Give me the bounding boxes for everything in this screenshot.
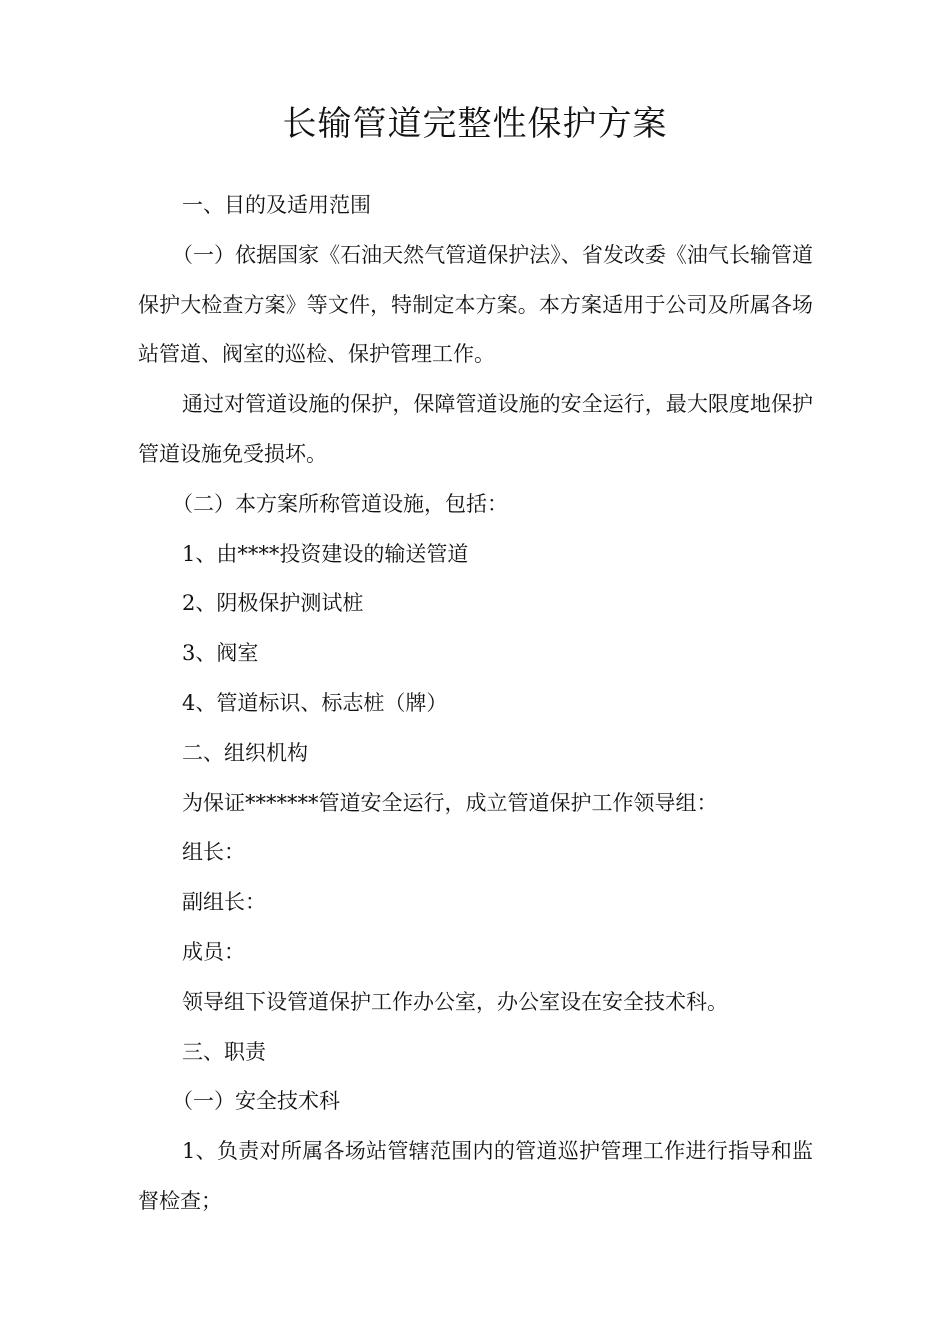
field-members: 成员： (182, 939, 245, 964)
paragraph-protection-goal: 通过对管道设施的保护，保障管道设施的安全运行，最大限度地保护管道设施免受损坏。 (138, 392, 813, 466)
paragraph-office: 领导组下设管道保护工作办公室，办公室设在安全技术科。 (182, 989, 728, 1014)
field-group-leader: 组长： (182, 840, 245, 865)
document-title: 长输管道完整性保护方案 (282, 104, 668, 144)
paragraph-basis: （一）依据国家《石油天然气管道保护法》、省发改委《油气长输管道保护大检查方案》等文件，特制定本方案。本方案适用于公司及所属各场站管道、阀室的巡检、保护管理工作。 (138, 242, 813, 367)
section-heading-duties: 三、职责 (182, 1039, 266, 1064)
field-deputy-leader: 副组长： (182, 890, 266, 915)
list-item-pipeline: 1、由****投资建设的输送管道 (182, 541, 469, 566)
subsection-heading-safety-dept: （一）安全技术科 (172, 1089, 340, 1114)
paragraph-leading-group: 为保证*******管道安全运行，成立管道保护工作领导组： (182, 790, 718, 815)
list-item-markers: 4、管道标识、标志桩（牌） (182, 690, 448, 715)
section-heading-organization: 二、组织机构 (182, 740, 308, 765)
paragraph-duty-1: 1、负责对所属各场站管辖范围内的管道巡护管理工作进行指导和监督检查； (138, 1139, 813, 1213)
document-body (138, 181, 813, 1227)
paragraph-facilities-intro: （二）本方案所称管道设施，包括： (172, 491, 508, 516)
list-item-valve-room: 3、阀室 (182, 641, 259, 666)
list-item-test-pile: 2、阴极保护测试桩 (182, 591, 364, 616)
section-heading-purpose: 一、目的及适用范围 (182, 193, 371, 217)
